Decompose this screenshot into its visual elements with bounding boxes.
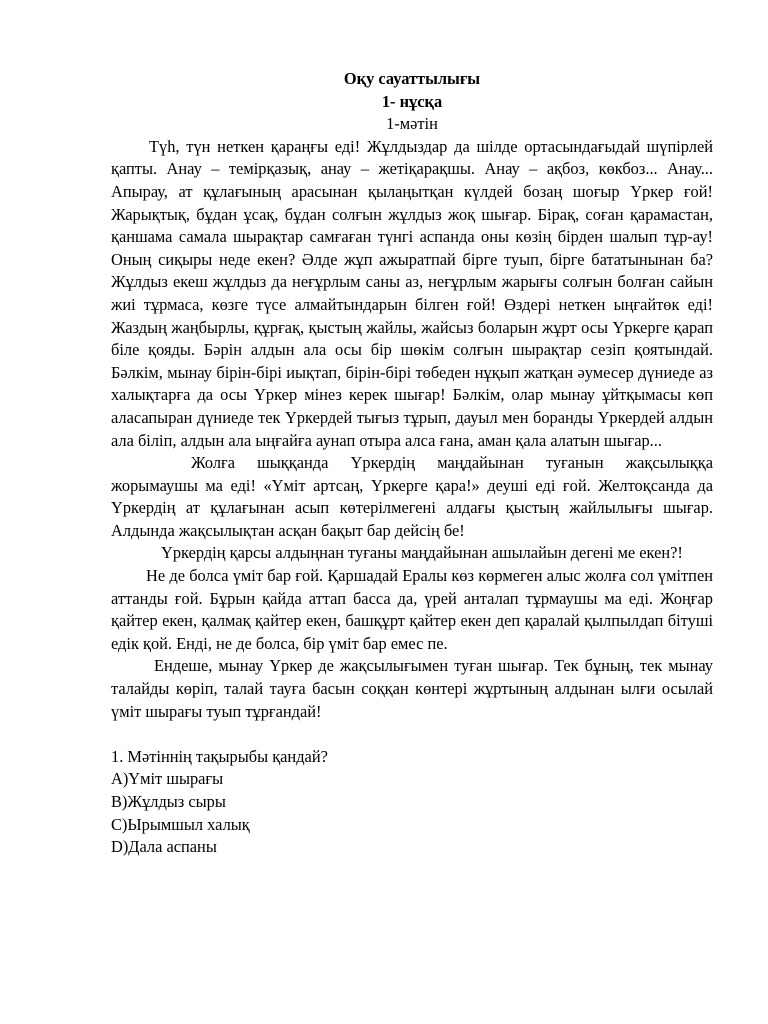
option-b: B)Жұлдыз сыры [111,792,226,811]
document-title: Оқу сауаттылығы [343,69,481,88]
text-label: 1-мәтін [386,114,438,134]
variant-label: 1- нұсқа [381,91,443,111]
paragraph-1: Түһ, түн неткен қараңғы еді! Жұлдыздар да шілде ортасындағыдай шүпірлей қапты. Анау – темірқазық, анау – жетіқарақшы. Анау – ақбоз, көкбоз... Анау... Апырау, ат құлағының арасынан қылаңытқан күлдей бозаң шоғыр Үркер ғой! Жарықтық, бұдан ұсақ, бұдан солғын жұлдыз жоқ шығар. Бірақ, соған қарамастан, қаншама самала шырақтар самғаған түнгі аспанда оны көзің бірден шалып тұр-ау! Оның сиқыры неде екен? Әлде жұп ажыратпай бірге туып, бірге бататынынан ба? Жұлдыз екеш жұлдыз да неғұрлым саны аз, неғұрлым жарығы солғын болған сайын жиі тұрмаса, көзге түсе алмайтындарын білген ғой! Өздері неткен ыңғайтөк еді! Жаздың жаңбырлы, құрғақ, қыстың жайлы, жайсыз боларын жұрт осы Үркерге қарап біле қояды. Бәрін алдын ала осы бір шөкім солғын шырақтар сезіп қоятындай. Бәлкім, мынау бірін-бірі иықтап, бірін-бірі төбеден нұқып жатқан әумесер дүниеде аз халықтарға да осы Үркер мінез керек шығар! Бәлкім, олар мынау ұйтқымасы көп аласапыран дүниеде тек Үркердей тығыз тұрып, дауыл мен боранды Үркердей алдын ала біліп, алдын ала ыңғайға аунап отыра алса ғана, аман қала алатын шығар... [111,136,713,450]
question-text: 1. Мәтіннің тақырыбы қандай? [111,746,328,766]
option-c: C)Ырымшыл халық [111,814,250,834]
paragraph-4: Не де болса үміт бар ғой. Қаршадай Ералы көз көрмеген алыс жолға сол үмітпен аттанды ғой. Бұрын қайда аттап басса да, үрей анталап тұрмаушы ма еді. Жоңғар қайтер екен, қалмақ қайтер екен, башқұрт қайтер екен деп қаралай қылпылдап бітуші едік қой. Енді, не де болса, бір үміт бар емес пе. [111,566,713,653]
question-block [111,746,713,859]
option-a: A)Үміт шырағы [111,769,224,789]
option-d: D)Дала аспаны [111,837,217,857]
paragraph-3: Үркердің қарсы алдыңнан туғаны маңдайынан ашылайын дегені ме екен?! [161,543,683,563]
document-page [111,68,713,859]
paragraph-2: Жолға шыққанда Үркердің маңдайынан туғанын жақсылыққа жорымаушы ма еді! «Үміт артсаң, Үркерге қара!» деуші еді ғой. Желтоқсанда да Үркердің ат құлағынан асып көтерілмегені алдағы қыстың жайлылығы шығар. Алдында жақсылықтан асқан бақыт бар дейсің бе! [111,453,713,540]
paragraph-5: Ендеше, мынау Үркер де жақсылығымен туған шығар. Тек бұның, тек мынау талайды көріп, талай тауға басын соққан көнтері жұртының алдынан ылғи осылай үміт шырағы туып тұрғандай! [111,656,713,721]
